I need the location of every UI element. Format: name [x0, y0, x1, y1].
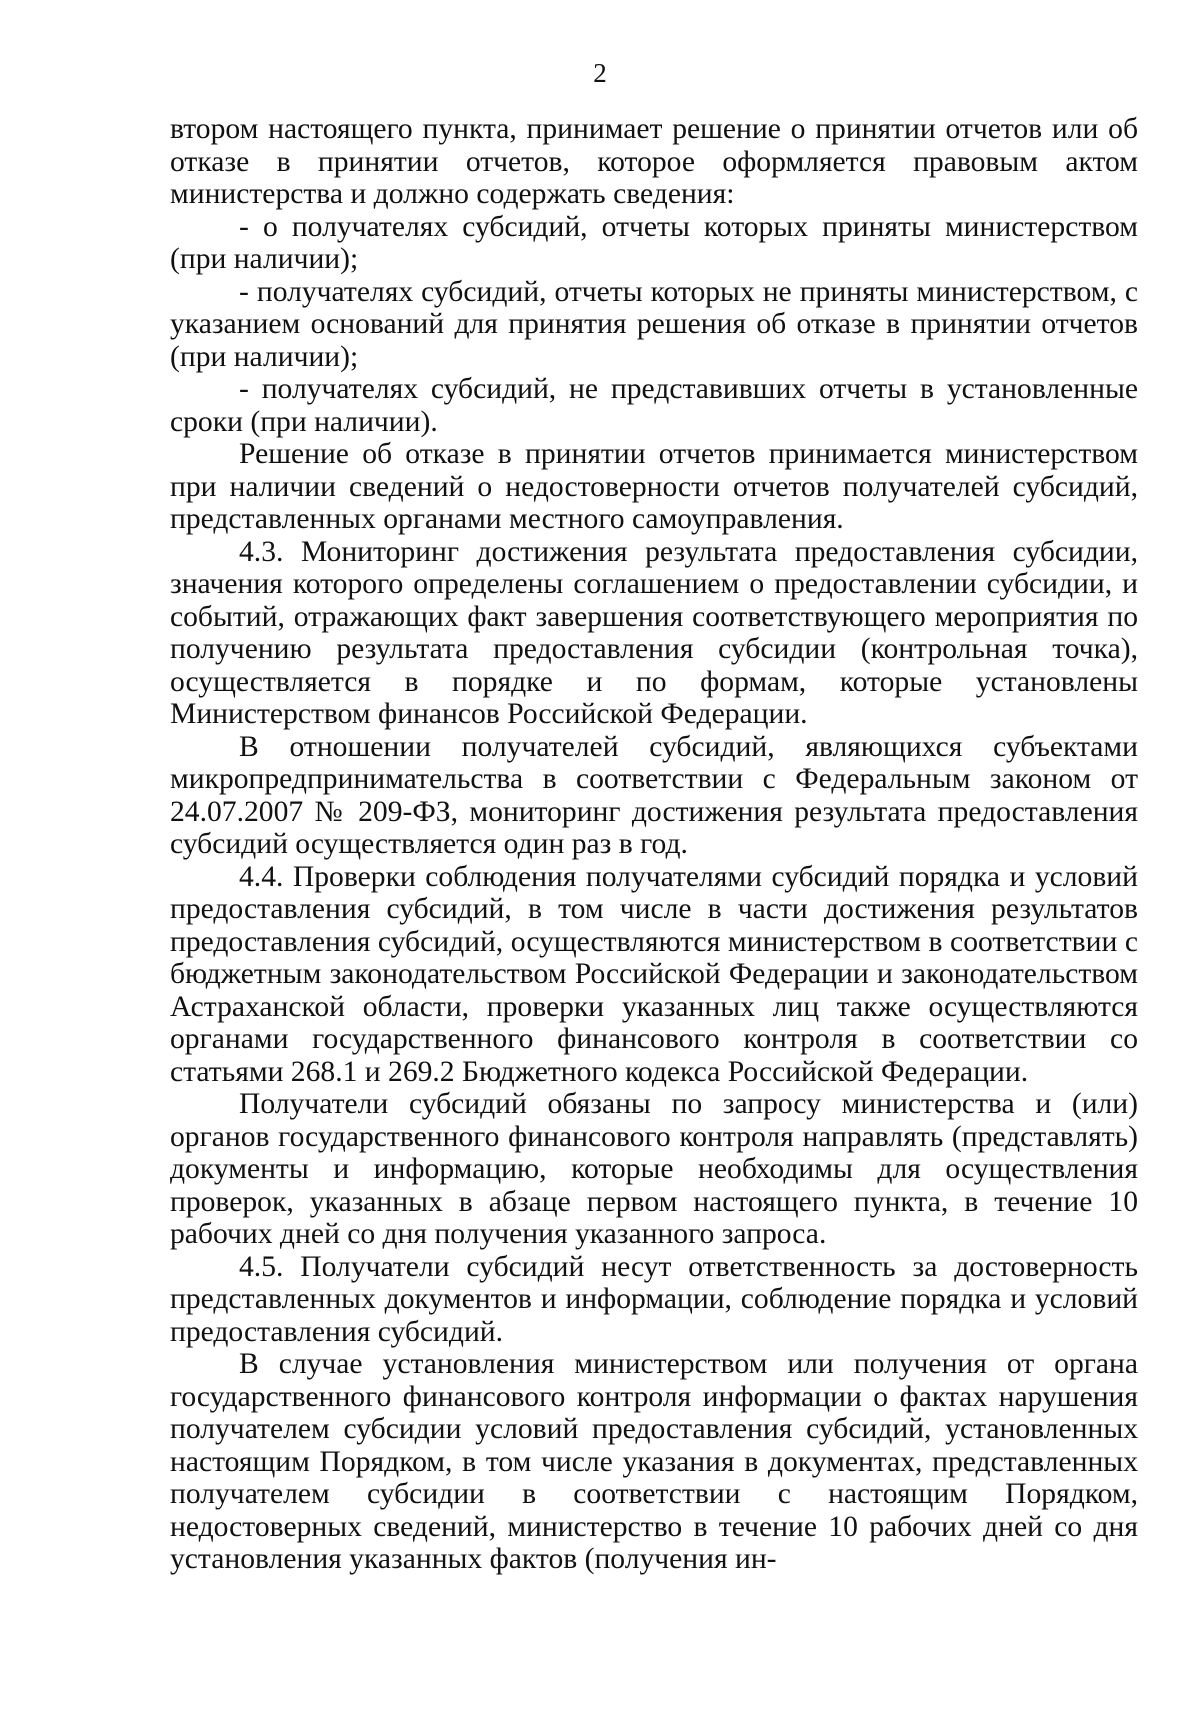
paragraph-violations: В случае установления министерством или получения от органа государственного финансового контроля информации о фактах нарушения получателем субсидии условий предоставления субсидий, установленных настоящим Порядком, в том числе указания в документах, представленных получателем субсидии в соответствии с настоящим Порядком, недостоверных сведений, министерство в течение 10 рабочих дней со дня установления указанных фактов (получения ин- — [170, 1348, 1138, 1575]
paragraph-continuation: втором настоящего пункта, принимает решение о принятии отчетов или об отказе в принятии отчетов, которое оформляется правовым актом министерства и должно содержать сведения: — [170, 113, 1138, 210]
paragraph-refusal-decision: Решение об отказе в принятии отчетов принимается министерством при наличии сведений о недостоверности отчетов получателей субсидий, представленных органами местного самоуправления. — [170, 438, 1138, 535]
list-item-rejected: - получателях субсидий, отчеты которых не приняты министерством, с указанием оснований для принятия решения об отказе в принятии отчетов (при наличии); — [170, 275, 1138, 373]
paragraph-microenterprise: В отношении получателей субсидий, являющихся субъектами микропредпринимательства в соответствии с Федеральным законом от 24.07.2007 № 209-ФЗ, мониторинг достижения результата предоставления субсидий осуществляется один раз в год. — [170, 730, 1138, 860]
document-body — [170, 113, 1138, 1576]
page-number: 2 — [593, 58, 607, 88]
paragraph-documents-request: Получатели субсидий обязаны по запросу министерства и (или) органов государственного финансового контроля направлять (представлять) документы и информацию, которые необходимы для осуществления проверок, указанных в абзаце первом настоящего пункта, в течение 10 рабочих дней со дня получения указанного запроса. — [170, 1088, 1138, 1250]
paragraph-4-4: 4.4. Проверки соблюдения получателями субсидий порядка и условий предоставления субсидий, в том числе в части достижения результатов предоставления субсидий, осуществляются министерством в соответствии с бюджетным законодательством Российской Федерации и законодательством Астраханской области, проверки указанных лиц также осуществляются органами государственного финансового контроля в соответствии со статьями 268.1 и 269.2 Бюджетного кодекса Российской Федерации. — [170, 860, 1138, 1088]
paragraph-4-5: 4.5. Получатели субсидий несут ответственность за достоверность представленных документов и информации, соблюдение порядка и условий предоставления субсидий. — [170, 1250, 1138, 1348]
paragraph-4-3: 4.3. Мониторинг достижения результата предоставления субсидии, значения которого определены соглашением о предоставлении субсидии, и событий, отражающих факт завершения соответствующего мероприятия по получению результата предоставления субсидии (контрольная точка), осуществляется в порядке и по формам, которые установлены Министерством финансов Российской Федерации. — [170, 535, 1138, 730]
list-item-not-submitted: - получателях субсидий, не представивших отчеты в установленные сроки (при наличии). — [170, 373, 1138, 438]
list-item-accepted: - о получателях субсидий, отчеты которых приняты министерством (при наличии); — [170, 210, 1138, 275]
